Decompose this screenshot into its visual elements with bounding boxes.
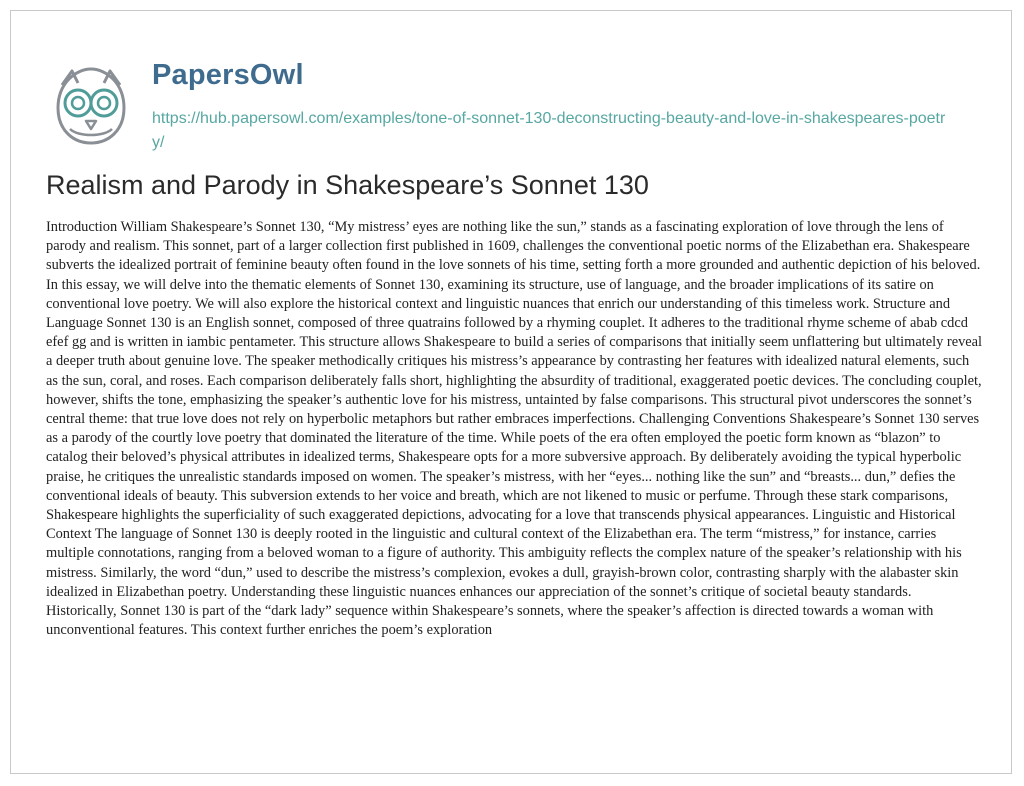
- owl-icon: [48, 63, 134, 149]
- page-header: [42, 57, 982, 157]
- document-title: Realism and Parody in Shakespeare’s Sonnet 130: [46, 170, 649, 200]
- brand-name[interactable]: PapersOwl: [152, 59, 304, 91]
- source-url-link[interactable]: https://hub.papersowl.com/examples/tone-of-sonnet-130-deconstructing-beauty-and-love-in-shakespeares-poetry/: [152, 110, 946, 151]
- essay-body-text: Introduction William Shakespeare’s Sonnet 130, “My mistress’ eyes are nothing like the sun,” stands as a fascinating exploration of love through the lens of parody and realism. This sonnet, part of a larger collection first published in 1609, challenges the conventional poetic norms of the Elizabethan era. Shakespeare subverts the idealized portrait of feminine beauty often found in the love sonnets of his time, setting forth a more grounded and authentic depiction of his beloved. In this essay, we will delve into the thematic elements of Sonnet 130, examining its structure, use of language, and the broader implications of its satire on conventional love poetry. We will also explore the historical context and linguistic nuances that enrich our understanding of this timeless work. Structure and Language Sonnet 130 is an English sonnet, composed of three quatrains followed by a rhyming couplet. It adheres to the traditional rhyme scheme of abab cdcd efef gg and is written in iambic pentameter. This structure allows Shakespeare to build a series of comparisons that initially seem unflattering but ultimately reveal a deeper truth about genuine love. The speaker methodically critiques his mistress’s appearance by contrasting her features with idealized natural elements, such as the sun, coral, and roses. Each comparison deliberately falls short, highlighting the absurdity of traditional, exaggerated poetic devices. The concluding couplet, however, shifts the tone, emphasizing the speaker’s authentic love for his mistress, untainted by false comparisons. This structural pivot underscores the sonnet’s central theme: that true love does not rely on hyperbolic metaphors but rather embraces imperfections. Challenging Conventions Shakespeare’s Sonnet 130 serves as a parody of the courtly love poetry that dominated the literature of the time. While poets of the era often employed the poetic form known as “blazon” to catalog their beloved’s physical attributes in idealized terms, Shakespeare opts for a more subversive approach. By deliberately avoiding the typical hyperbolic praise, he critiques the unrealistic standards imposed on women. The speaker’s mistress, with her “eyes... nothing like the sun” and “breasts... dun,” defies the conventional ideals of beauty. This subversion extends to her voice and breath, which are not likened to music or perfume. Through these stark comparisons, Shakespeare highlights the superficiality of such exaggerated depictions, advocating for a love that transcends physical appearances. Linguistic and Historical Context The language of Sonnet 130 is deeply rooted in the linguistic and cultural context of the Elizabethan era. The term “mistress,” for instance, carries multiple connotations, ranging from a beloved woman to a figure of authority. This ambiguity reflects the complex nature of the speaker’s relationship with his mistress. Similarly, the word “dun,” used to describe the mistress’s complexion, evokes a dull, grayish-brown color, contrasting sharply with the alabaster skin idealized in Elizabethan poetry. Understanding these linguistic nuances enhances our appreciation of the sonnet’s critique of societal beauty standards. Historically, Sonnet 130 is part of the “dark lady” sequence within Shakespeare’s sonnets, where the speaker’s affection is directed towards a woman with unconventional features. This context further enriches the poem’s exploration: [46, 219, 983, 639]
